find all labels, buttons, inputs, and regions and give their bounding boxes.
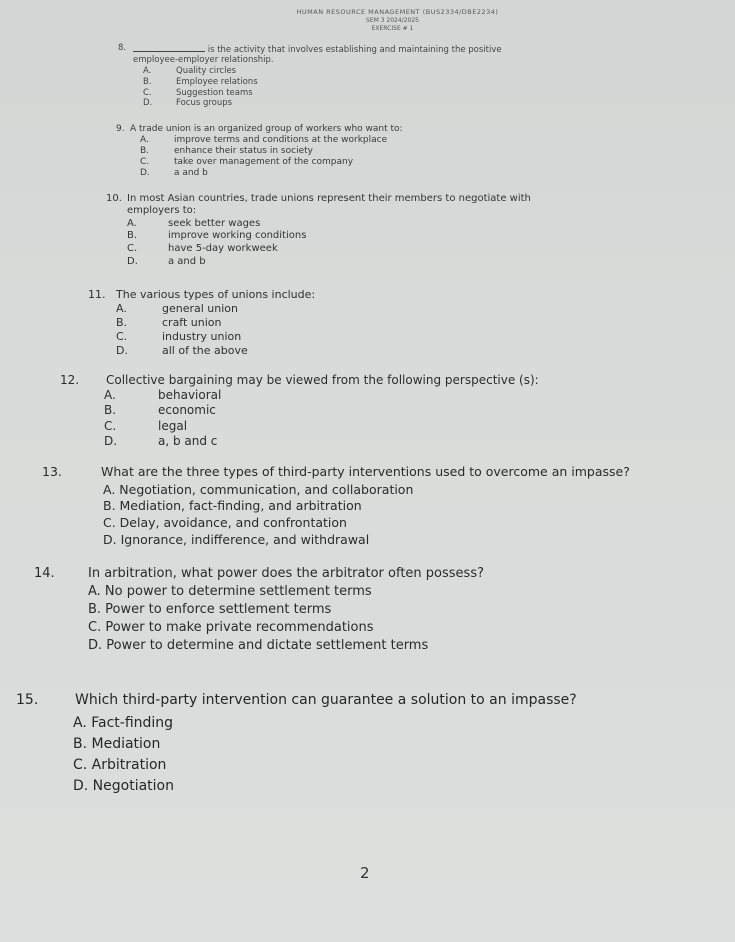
option-d-letter: D. [116, 344, 128, 357]
question-text: What are the three types of third-party interventions used to overcome an impasse? [101, 464, 630, 479]
question-number: 10. [106, 193, 122, 204]
question-text [133, 43, 502, 55]
option-b-text: craft union [162, 316, 222, 329]
option-d-text: a and b [174, 168, 208, 178]
option-a-letter: A. [127, 218, 137, 229]
option-c-text: have 5-day workweek [168, 243, 278, 254]
option-d-letter: D. [127, 256, 138, 267]
option-a: A. Negotiation, communication, and collaboration [103, 482, 414, 497]
question-text-line2: employee-employer relationship. [133, 55, 274, 65]
question-number: 8. [118, 43, 127, 53]
option-b-text: economic [158, 403, 216, 417]
option-b-text: Employee relations [176, 77, 258, 87]
option-c: C. Delay, avoidance, and confrontation [103, 515, 347, 530]
option-a-text: seek better wages [168, 218, 261, 229]
question-text: In arbitration, what power does the arbitrator often possess? [88, 566, 484, 581]
option-c-text: Suggestion teams [176, 88, 253, 98]
option-d-text: a, b and c [158, 434, 218, 448]
option-c-letter: C. [104, 419, 117, 433]
option-c-text: industry union [162, 330, 242, 343]
option-c-letter: C. [116, 330, 128, 343]
question-text-line2: employers to: [127, 205, 197, 216]
option-d-letter: D. [104, 434, 118, 448]
option-b-text: improve working conditions [168, 230, 307, 241]
option-a-letter: A. [140, 135, 149, 145]
option-b: B. Mediation, fact-finding, and arbitration [103, 498, 362, 513]
course-title: HUMAN RESOURCE MANAGEMENT (BUS2334/DBE2234) [296, 8, 499, 16]
exercise-label: EXERCISE # 1 [371, 25, 414, 32]
option-a-text: general union [162, 302, 239, 315]
option-d-text: a and b [168, 256, 206, 267]
option-c: C. Power to make private recommendations [88, 620, 374, 635]
page-number: 2 [360, 864, 370, 882]
question-text-line1: is the activity that involves establishing and maintaining the positive [207, 45, 502, 55]
option-c-letter: C. [143, 88, 152, 98]
question-text: Which third-party intervention can guarantee a solution to an impasse? [75, 692, 577, 708]
option-b-letter: B. [104, 403, 117, 417]
option-c-text: legal [158, 419, 188, 433]
option-a-text: improve terms and conditions at the workplace [174, 135, 388, 145]
option-d-text: Focus groups [176, 98, 233, 108]
option-a-text: Quality circles [176, 66, 237, 76]
semester-label: SEM 3 2024/2025 [366, 17, 419, 24]
question-text: Collective bargaining may be viewed from the following perspective (s): [106, 373, 539, 387]
option-c-text: take over management of the company [174, 157, 354, 167]
option-a-text: behavioral [158, 388, 222, 402]
option-c: C. Arbitration [73, 757, 167, 773]
option-c-letter: C. [140, 157, 150, 167]
question-number: 9. [116, 124, 125, 134]
answer-blank [133, 43, 205, 52]
option-d: D. Ignorance, indifference, and withdrawal [103, 532, 370, 547]
option-b: B. Mediation [73, 736, 161, 752]
question-number: 13. [42, 464, 62, 479]
option-a: A. No power to determine settlement terms [88, 584, 372, 599]
question-number: 11. [88, 288, 106, 301]
option-a-letter: A. [104, 388, 116, 402]
option-d-letter: D. [140, 168, 150, 178]
option-a-letter: A. [116, 302, 127, 315]
option-d-text: all of the above [162, 344, 248, 357]
option-c-letter: C. [127, 243, 138, 254]
option-b-letter: B. [140, 146, 150, 156]
option-b-text: enhance their status in society [174, 146, 313, 156]
option-b-letter: B. [143, 77, 152, 87]
option-a: A. Fact-finding [73, 715, 174, 731]
question-number: 12. [60, 373, 80, 387]
option-b: B. Power to enforce settlement terms [88, 602, 332, 617]
option-b-letter: B. [127, 230, 138, 241]
question-number: 14. [34, 566, 55, 581]
question-text: In most Asian countries, trade unions represent their members to negotiate with [127, 193, 531, 204]
question-number: 15. [16, 692, 39, 708]
option-d: D. Power to determine and dictate settlement terms [88, 638, 429, 653]
option-a-letter: A. [143, 66, 152, 76]
option-d: D. Negotiation [73, 778, 174, 794]
option-b-letter: B. [116, 316, 128, 329]
question-text: The various types of unions include: [116, 288, 316, 301]
question-text: A trade union is an organized group of workers who want to: [130, 124, 403, 134]
option-d-letter: D. [143, 98, 153, 108]
